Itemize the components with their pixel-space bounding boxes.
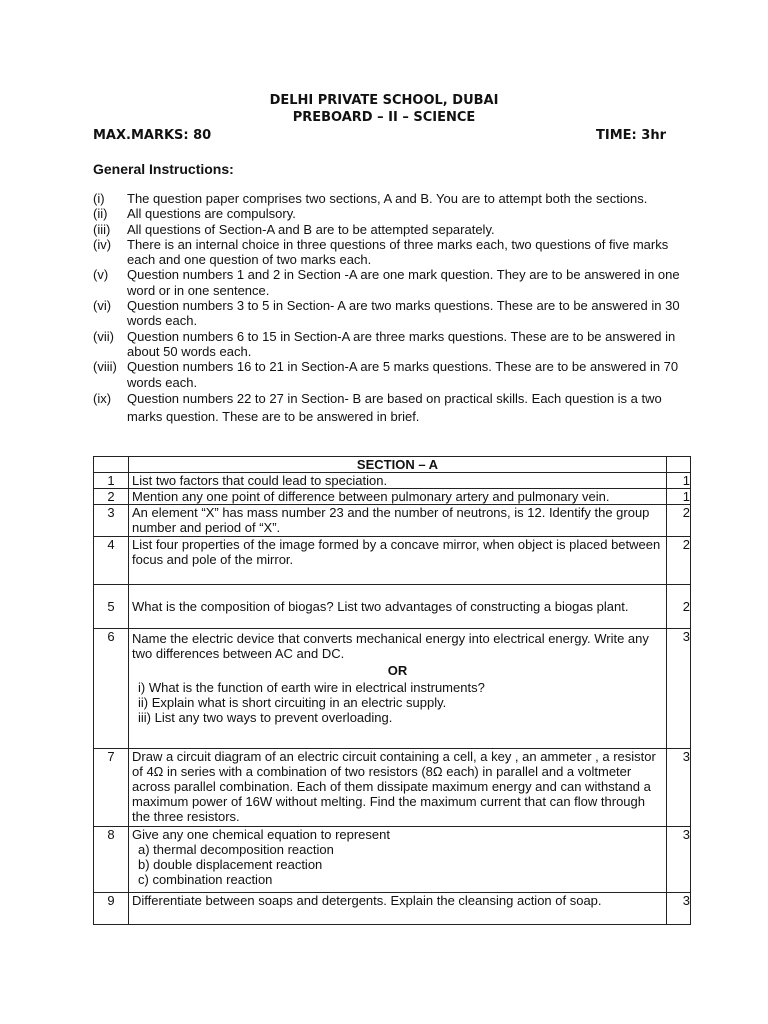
instruction-number: (viii) (93, 359, 117, 375)
instruction-text: Question numbers 3 to 5 in Section- A are two marks questions. These are to be answered in 30 words each. (127, 298, 680, 329)
exam-time: TIME: 3hr (596, 128, 666, 143)
instruction-number: (vi) (93, 298, 112, 314)
question-text: Give any one chemical equation to represent (132, 827, 390, 842)
question-number: 7 (94, 749, 129, 827)
instruction-text: Question numbers 16 to 21 in Section-A are 5 marks questions. These are to be answered in 70 words each. (127, 359, 679, 390)
instruction-number: (i) (93, 191, 105, 206)
question-number: 5 (94, 585, 129, 629)
instruction-item (93, 390, 683, 426)
instruction-number: (iv) (93, 236, 112, 252)
question-text: List four properties of the image formed by a concave mirror, when object is placed between focus and pole of the mirror. (129, 537, 667, 585)
instruction-text: Question numbers 1 and 2 in Section -A are one mark question. They are to be answered in one word or in one sentence. (127, 267, 680, 298)
question-marks: 3 (667, 629, 691, 749)
question-marks: 2 (667, 585, 691, 629)
question-row (94, 473, 691, 489)
question-number: 3 (94, 505, 129, 537)
section-header-row (94, 457, 691, 473)
instruction-text: All questions are compulsory. (127, 206, 296, 222)
question-row (94, 489, 691, 505)
sub-question: b) double displacement reaction (138, 857, 323, 872)
question-number: 9 (94, 893, 129, 925)
instruction-text: All questions of Section-A and B are to be attempted separately. (127, 221, 495, 237)
instruction-item (93, 298, 683, 329)
max-marks: MAX.MARKS: 80 (93, 128, 212, 143)
sub-question: ii) Explain what is short circuiting in an electric supply. (138, 695, 447, 710)
instruction-text: There is an internal choice in three questions of three marks each, two questions of five marks each and one question of two marks each. (127, 236, 669, 268)
instruction-item (93, 191, 683, 206)
question-row (94, 537, 691, 585)
instruction-item (93, 267, 683, 298)
instruction-text: Question numbers 22 to 27 in Section- B are based on practical skills. Each question is a two marks question. These are to be answered in brief. (127, 390, 662, 424)
section-title: SECTION – A (129, 457, 667, 473)
question-text: Name the electric device that converts mechanical energy into electrical energy. Write any two differences between AC and DC. (132, 631, 649, 661)
instruction-item (93, 359, 683, 390)
instruction-number: (vii) (93, 328, 114, 344)
question-number: 2 (94, 489, 129, 505)
or-label: OR (387, 663, 408, 678)
instruction-item (93, 329, 683, 360)
question-marks: 1 (667, 473, 691, 489)
question-row (94, 629, 691, 749)
question-text: What is the composition of biogas? List two advantages of constructing a biogas plant. (129, 585, 667, 629)
instruction-number: (ii) (93, 206, 108, 222)
question-row (94, 505, 691, 537)
question-marks: 2 (667, 505, 691, 537)
instruction-number: (ix) (93, 390, 112, 406)
question-text: Differentiate between soaps and detergents. Explain the cleansing action of soap. (129, 893, 667, 925)
instruction-item (93, 237, 683, 268)
exam-title: PREBOARD – II – SCIENCE (292, 110, 476, 125)
instruction-item (93, 222, 683, 237)
question-number: 6 (94, 629, 129, 749)
question-text: Mention any one point of difference between pulmonary artery and pulmonary vein. (129, 489, 667, 505)
question-table (93, 456, 691, 925)
question-text: List two factors that could lead to speciation. (129, 473, 667, 489)
sub-question: i) What is the function of earth wire in electrical instruments? (138, 680, 485, 695)
question-number: 1 (94, 473, 129, 489)
question-marks: 3 (667, 827, 691, 893)
question-number: 8 (94, 827, 129, 893)
instruction-text: The question paper comprises two sections, A and B. You are to attempt both the sections. (127, 191, 648, 206)
school-name: DELHI PRIVATE SCHOOL, DUBAI (269, 93, 499, 108)
instruction-text: Question numbers 6 to 15 in Section-A are three marks questions. These are to be answered in about 50 words each. (127, 328, 676, 359)
instructions-title: General Instructions: (93, 161, 234, 177)
question-marks: 1 (667, 489, 691, 505)
instruction-number: (v) (93, 267, 109, 283)
question-marks: 3 (667, 749, 691, 827)
question-row (94, 827, 691, 893)
instruction-number: (iii) (93, 221, 111, 237)
question-marks: 2 (667, 537, 691, 585)
question-text: An element “X” has mass number 23 and the number of neutrons, is 12. Identify the group number and period of “X”. (129, 505, 667, 537)
question-row (94, 585, 691, 629)
question-number: 4 (94, 537, 129, 585)
question-row (94, 893, 691, 925)
sub-question: iii) List any two ways to prevent overloading. (138, 710, 393, 725)
question-text: Draw a circuit diagram of an electric circuit containing a cell, a key , an ammeter , a resistor of 4Ω in series with a combination of two resistors (8Ω each) in parallel and a voltmeter across parallel combination. Each of them dissipate maximum energy and can withstand a maximum power of 16W without melting. Find the maximum current that can flow through the three resistors. (129, 749, 667, 827)
question-marks: 3 (667, 893, 691, 925)
instructions-list (93, 191, 683, 426)
sub-question: a) thermal decomposition reaction (138, 842, 334, 857)
question-row (94, 749, 691, 827)
sub-question: c) combination reaction (138, 872, 273, 887)
instruction-item (93, 206, 683, 221)
